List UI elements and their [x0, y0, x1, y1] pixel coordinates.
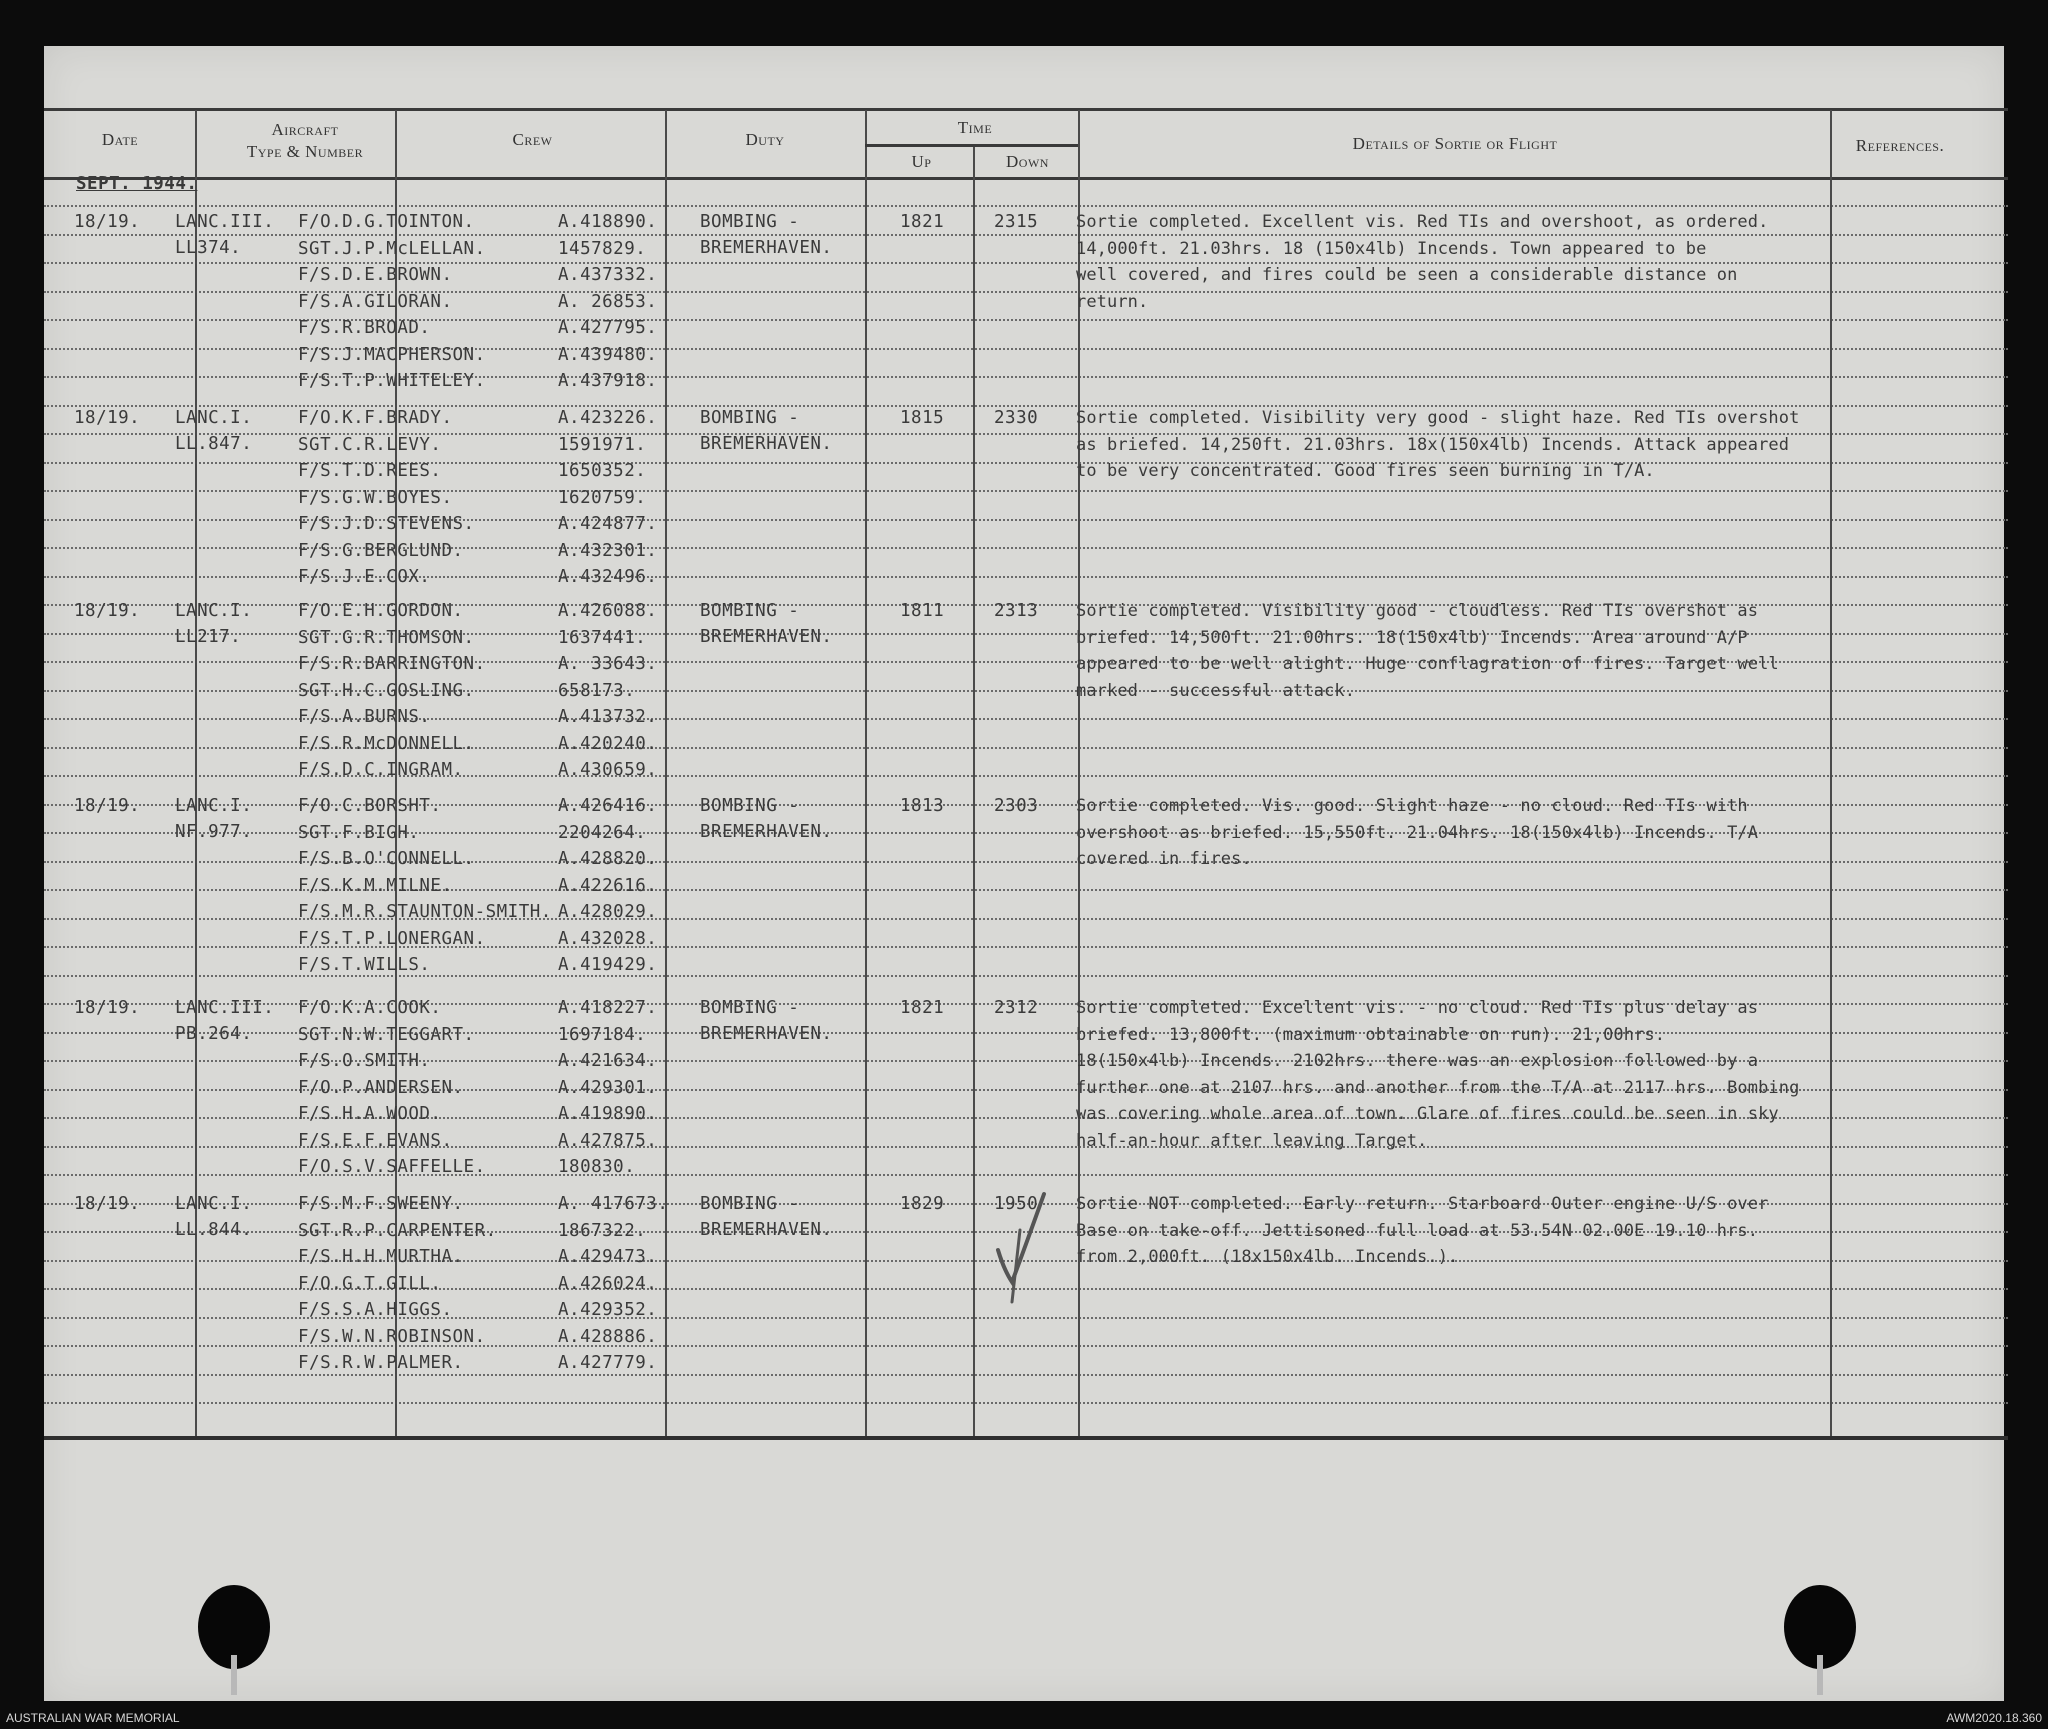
crew-service-number: 1620759. [558, 487, 647, 508]
footer-right: AWM2020.18.360 [1946, 1711, 2042, 1725]
aircraft-type-number: LANC.I. [175, 601, 253, 621]
check-mark-icon [990, 1190, 1050, 1310]
duty: BREMERHAVEN. [700, 627, 833, 647]
crew-service-number: A.432496. [558, 567, 658, 587]
sortie-details: half-an-hour after leaving Target. [1076, 1130, 1428, 1151]
crew-service-number: 658173. [558, 680, 636, 701]
crew-name: F/S.K.M.MILNE. [298, 875, 453, 896]
crew-name: F/O.K.A.COOK. [298, 998, 442, 1018]
sortie-details: was covering whole area of town. Glare of fires could be seen in sky [1076, 1104, 1779, 1124]
month-label: SEPT. 1944. [76, 174, 198, 194]
header-type-number: Type & Number [246, 142, 364, 161]
duty: BOMBING - [700, 212, 800, 232]
crew-name: F/S.O.SMITH. [298, 1051, 431, 1071]
sortie-details: Sortie completed. Visibility good - cloudless. Red TIs overshot as [1076, 601, 1759, 621]
aircraft-type-number: LANC.I. [175, 796, 253, 816]
crew-service-number: A.419890. [558, 1104, 658, 1124]
crew-service-number: A.427779. [558, 1353, 658, 1373]
sortie-details: Sortie completed. Excellent vis. Red TIs and overshoot, as ordered. [1076, 212, 1769, 232]
header-up: Up [911, 152, 932, 171]
crew-name: F/S.R.BROAD. [298, 318, 431, 338]
crew-name: SGT.F.BIGH. [298, 822, 420, 843]
crew-service-number: 1697184. [558, 1024, 647, 1045]
crew-service-number: A.422616. [558, 875, 658, 896]
crew-service-number: A.437332. [558, 265, 658, 285]
sortie-details: further one at 2107 hrs. and another from the T/A at 2117 hrs. Bombing [1076, 1077, 1800, 1098]
duty: BREMERHAVEN. [700, 1024, 833, 1044]
crew-service-number: A.432301. [558, 540, 658, 561]
time-down: 1950 [994, 1194, 1039, 1214]
crew-name: F/S.R.W.PALMER. [298, 1353, 464, 1373]
rule-line [44, 177, 2008, 180]
crew-service-number: A.430659. [558, 760, 658, 780]
crew-name: F/S.H.A.WOOD. [298, 1104, 442, 1124]
sortie-details: marked - successful attack. [1076, 680, 1356, 701]
sortie-details: Sortie completed. Excellent vis. - no cloud. Red TIs plus delay as [1076, 998, 1759, 1018]
sortie-date: 18/19. [74, 212, 141, 232]
time-up: 1811 [900, 601, 945, 621]
crew-service-number: A.428029. [558, 902, 658, 922]
sortie-date: 18/19. [74, 998, 141, 1018]
header-aircraft: Aircraft [271, 120, 339, 139]
crew-name: SGT.R.P.CARPENTER. [298, 1220, 497, 1241]
sortie-details: from 2,000ft. (18x150x4lb. Incends.). [1076, 1247, 1459, 1267]
sortie-details: Sortie NOT completed. Early return. Starboard Outer engine U/S over [1076, 1194, 1769, 1214]
rule-line [44, 108, 2008, 111]
header-duty: Duty [745, 130, 785, 149]
crew-name: F/O.E.H.GORDON. [298, 601, 464, 621]
crew-service-number: A.424877. [558, 514, 658, 534]
time-down: 2313 [994, 601, 1039, 621]
header-time: Time [957, 118, 993, 137]
crew-service-number: 2204264. [558, 822, 647, 843]
sortie-details: well covered, and fires could be seen a considerable distance on [1076, 265, 1738, 285]
aircraft-type-number: LL.844. [175, 1220, 253, 1240]
rule-line [44, 205, 2008, 207]
crew-service-number: A.418890. [558, 212, 658, 232]
duty: BOMBING - [700, 998, 800, 1018]
sortie-details: overshoot as briefed. 15,550ft. 21.04hrs. 18(150x4lb) Incends. T/A [1076, 822, 1759, 843]
header-date: Date [101, 130, 139, 149]
crew-service-number: A.421634. [558, 1051, 658, 1071]
crew-name: F/S.M.R.STAUNTON-SMITH. [298, 902, 552, 922]
aircraft-type-number: LL217. [175, 627, 242, 647]
header-crew: Crew [512, 130, 553, 149]
crew-service-number: A.413732. [558, 707, 658, 727]
time-down: 2330 [994, 408, 1039, 428]
sortie-details: Sortie completed. Visibility very good - slight haze. Red TIs overshot [1076, 408, 1800, 428]
aircraft-type-number: LL374. [175, 238, 242, 258]
crew-name: SGT.G.R.THOMSON. [298, 627, 475, 648]
crew-service-number: A.426024. [558, 1273, 658, 1294]
duty: BREMERHAVEN. [700, 238, 833, 258]
crew-name: F/S.T.P.WHITELEY. [298, 371, 486, 391]
aircraft-type-number: PB.264. [175, 1024, 253, 1044]
header-references: References. [1855, 136, 1945, 155]
binder-post-left [231, 1655, 237, 1695]
crew-name: F/S.T.D.REES. [298, 461, 442, 481]
sortie-date: 18/19. [74, 408, 141, 428]
crew-service-number: A.426416. [558, 796, 658, 816]
crew-service-number: 1867322. [558, 1220, 647, 1241]
rule-line [44, 1436, 2008, 1440]
sortie-details: as briefed. 14,250ft. 21.03hrs. 18x(150x4lb) Incends. Attack appeared [1076, 434, 1790, 455]
duty: BOMBING - [700, 796, 800, 816]
duty: BREMERHAVEN. [700, 434, 833, 454]
crew-service-number: A.427875. [558, 1130, 658, 1151]
crew-service-number: A.439480. [558, 344, 658, 365]
crew-name: F/S.D.C.INGRAM. [298, 760, 464, 780]
duty: BOMBING - [700, 1194, 800, 1214]
time-up: 1813 [900, 796, 945, 816]
crew-service-number: A.428820. [558, 849, 658, 869]
crew-name: F/S.J.MACPHERSON. [298, 344, 486, 365]
aircraft-type-number: LANC.III. [175, 998, 275, 1018]
crew-name: F/S.M.F.SWEENY. [298, 1194, 464, 1214]
crew-name: SGT.C.R.LEVY. [298, 434, 442, 455]
crew-name: F/S.D.E.BROWN. [298, 265, 453, 285]
time-up: 1815 [900, 408, 945, 428]
sortie-date: 18/19. [74, 1194, 141, 1214]
crew-name: F/O.G.T.GILL. [298, 1273, 442, 1294]
crew-name: F/S.R.McDONNELL. [298, 733, 475, 754]
aircraft-type-number: LL.847. [175, 434, 253, 454]
crew-name: F/O.D.G.TOINTON. [298, 212, 475, 232]
sortie-details: Base on take-off. Jettisoned full load at 53.54N 02.00E 19.10 hrs. [1076, 1220, 1759, 1241]
crew-service-number: A.432028. [558, 928, 658, 949]
sortie-details: briefed. 13,800ft. (maximum obtainable on run). 21,00hrs. [1076, 1024, 1666, 1045]
time-up: 1829 [900, 1194, 945, 1214]
crew-name: F/S.W.N.ROBINSON. [298, 1326, 486, 1347]
time-up: 1821 [900, 212, 945, 232]
crew-name: F/S.G.W.BOYES. [298, 487, 453, 508]
crew-service-number: 1457829. [558, 238, 647, 259]
crew-name: F/S.B.O'CONNELL. [298, 849, 475, 869]
duty: BREMERHAVEN. [700, 822, 833, 842]
rule-line [44, 1402, 2008, 1404]
crew-service-number: A.426088. [558, 601, 658, 621]
sortie-details: covered in fires. [1076, 849, 1252, 869]
crew-service-number: A.429301. [558, 1077, 658, 1098]
header-down: Down [1006, 152, 1049, 171]
aircraft-type-number: LANC.I. [175, 1194, 253, 1214]
sortie-details: to be very concentrated. Good fires seen burning in T/A. [1076, 461, 1655, 481]
crew-name: SGT.J.P.McLELLAN. [298, 238, 486, 259]
crew-service-number: A.418227. [558, 998, 658, 1018]
aircraft-type-number: NF.977. [175, 822, 253, 842]
rule-line [865, 144, 1078, 147]
aircraft-type-number: LANC.I. [175, 408, 253, 428]
crew-service-number: A. 417673. [558, 1194, 669, 1214]
time-up: 1821 [900, 998, 945, 1018]
crew-name: F/S.A.BURNS. [298, 707, 431, 727]
crew-name: F/S.J.E.COX. [298, 567, 431, 587]
crew-service-number: 1591971. [558, 434, 647, 455]
time-down: 2312 [994, 998, 1039, 1018]
crew-name: F/S.T.P.LONERGAN. [298, 928, 486, 949]
crew-service-number: A.428886. [558, 1326, 658, 1347]
column-rule [665, 110, 667, 1436]
crew-name: F/S.S.A.HIGGS. [298, 1300, 453, 1320]
crew-service-number: 1650352. [558, 461, 647, 481]
sortie-date: 18/19. [74, 796, 141, 816]
crew-name: F/S.J.D.STEVENS. [298, 514, 475, 534]
column-rule [973, 144, 975, 1436]
crew-name: F/O.S.V.SAFFELLE. [298, 1157, 486, 1177]
crew-name: F/S.T.WILLS. [298, 955, 431, 975]
crew-service-number: A.427795. [558, 318, 658, 338]
crew-name: F/S.R.BARRINGTON. [298, 654, 486, 674]
crew-name: F/S.E.F.EVANS. [298, 1130, 453, 1151]
sortie-details: 18(150x4lb) Incends. 2102hrs. there was an explosion followed by a [1076, 1051, 1759, 1071]
header-details: Details of Sortie or Flight [1352, 134, 1558, 153]
sortie-details: briefed. 14,500ft. 21.00hrs. 18(150x4lb) Incends. Area around A/P [1076, 627, 1748, 648]
crew-name: F/S.A.GILORAN. [298, 291, 453, 312]
time-down: 2315 [994, 212, 1039, 232]
crew-service-number: A. 33643. [558, 654, 658, 674]
crew-service-number: A.437918. [558, 371, 658, 391]
crew-name: SGT.H.C.GOSLING. [298, 680, 475, 701]
column-rule [865, 110, 867, 1436]
crew-service-number: A.429352. [558, 1300, 658, 1320]
column-rule [1830, 110, 1832, 1436]
crew-service-number: 1637441. [558, 627, 647, 648]
crew-service-number: A.420240. [558, 733, 658, 754]
crew-name: F/O.K.F.BRADY. [298, 408, 453, 428]
crew-service-number: A.423226. [558, 408, 658, 428]
crew-name: SGT.N.W.TEGGART. [298, 1024, 475, 1045]
crew-name: F/S.G.BERGLUND. [298, 540, 464, 561]
crew-service-number: A.419429. [558, 955, 658, 975]
crew-service-number: A. 26853. [558, 291, 658, 312]
footer-left: AUSTRALIAN WAR MEMORIAL [6, 1711, 180, 1725]
crew-name: F/O.P.ANDERSEN. [298, 1077, 464, 1098]
binder-post-right [1817, 1655, 1823, 1695]
crew-service-number: 180830. [558, 1157, 636, 1177]
crew-service-number: A.429473. [558, 1247, 658, 1267]
sortie-details: return. [1076, 291, 1149, 312]
crew-name: F/O.C.BORSHT. [298, 796, 442, 816]
aircraft-type-number: LANC.III. [175, 212, 275, 232]
duty: BOMBING - [700, 408, 800, 428]
duty: BREMERHAVEN. [700, 1220, 833, 1240]
sortie-date: 18/19. [74, 601, 141, 621]
sortie-details: 14,000ft. 21.03hrs. 18 (150x4lb) Incends. Town appeared to be [1076, 238, 1707, 259]
sortie-details: appeared to be well alight. Huge conflagration of fires. Target well [1076, 654, 1779, 674]
duty: BOMBING - [700, 601, 800, 621]
sortie-details: Sortie completed. Vis. good. Slight haze - no cloud. Red TIs with [1076, 796, 1748, 816]
time-down: 2303 [994, 796, 1039, 816]
crew-name: F/S.H.H.MURTHA. [298, 1247, 464, 1267]
